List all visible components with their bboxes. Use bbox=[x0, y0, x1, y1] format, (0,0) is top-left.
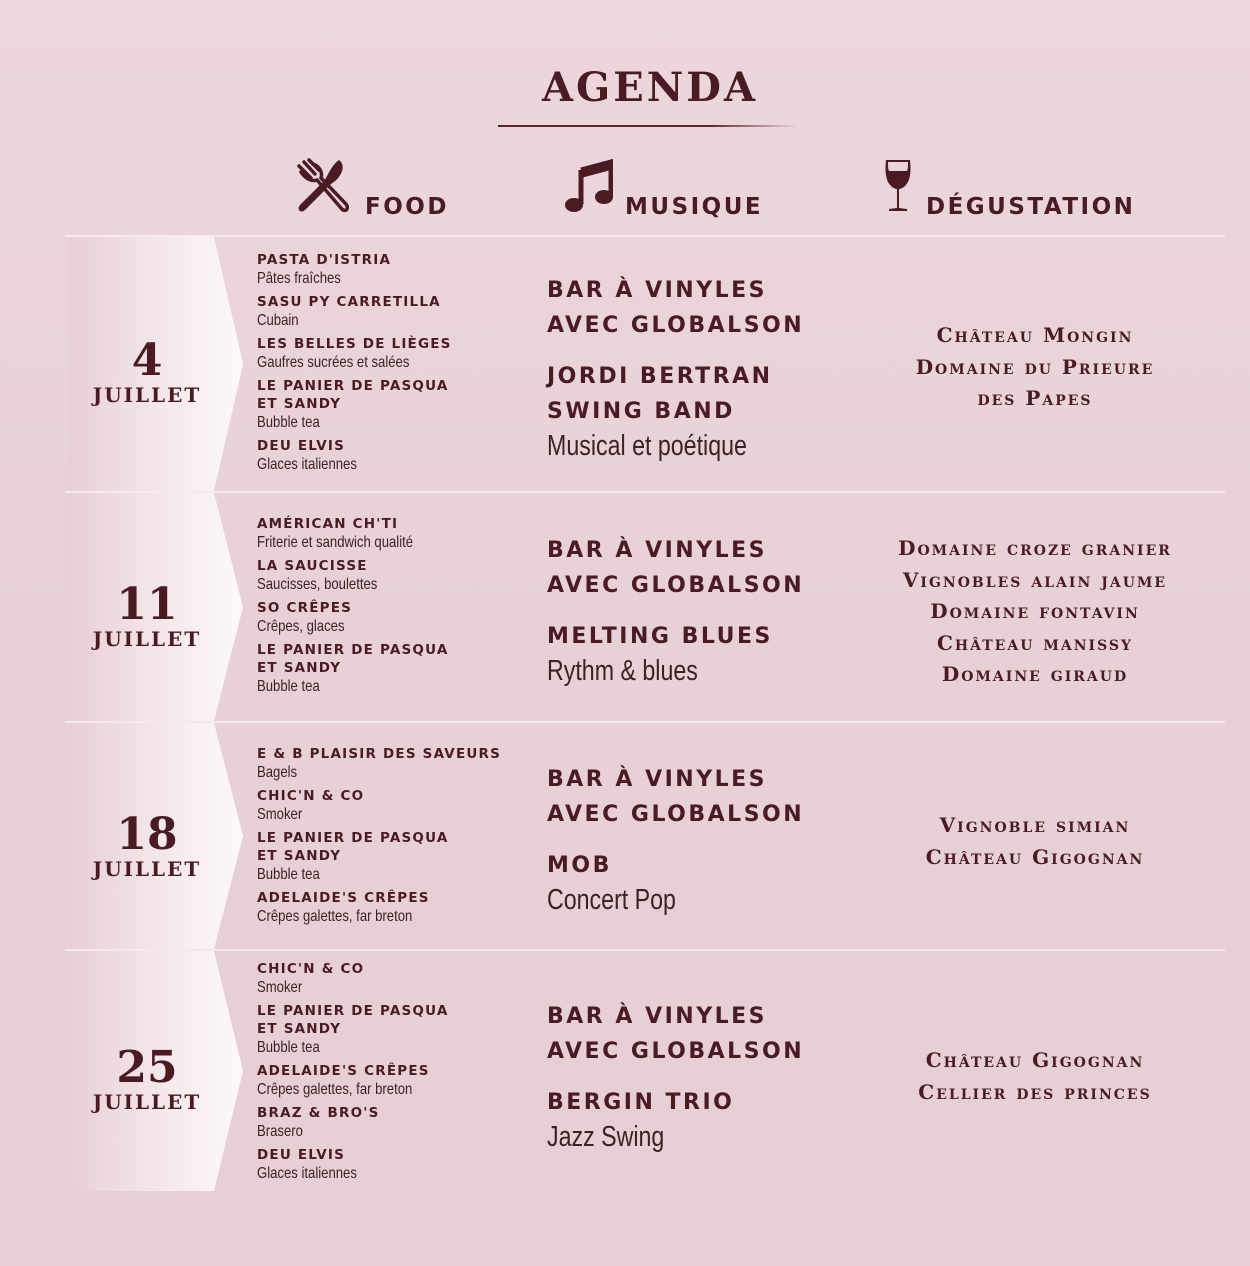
food-desc: Smoker bbox=[257, 979, 303, 996]
food-desc: Cubain bbox=[257, 312, 299, 329]
header-tasting bbox=[883, 150, 1183, 220]
food-list bbox=[257, 960, 449, 1188]
agenda-row bbox=[0, 237, 1250, 491]
date-day: 4 bbox=[131, 335, 163, 386]
date-month: JUILLET bbox=[92, 857, 202, 881]
tasting-list bbox=[855, 1045, 1215, 1108]
header-food-label: FOOD bbox=[365, 194, 449, 220]
food-desc: Bagels bbox=[257, 764, 298, 781]
tasting-list bbox=[855, 320, 1215, 415]
food-desc: Glaces italiennes bbox=[257, 1165, 357, 1182]
tasting-list bbox=[855, 810, 1215, 873]
winery: des Papes bbox=[977, 386, 1093, 410]
food-desc: Bubble tea bbox=[257, 414, 320, 431]
music-note-icon bbox=[565, 158, 613, 214]
food-vendor: LE PANIER DE PASQUA ET SANDY bbox=[257, 378, 449, 412]
food-vendor: AMÉRICAN CH'TI bbox=[257, 516, 399, 532]
date-day: 11 bbox=[116, 579, 178, 630]
food-desc: Pâtes fraîches bbox=[257, 270, 341, 287]
food-vendor: BRAZ & BRO'S bbox=[257, 1105, 380, 1121]
winery: Cellier des princes bbox=[918, 1079, 1152, 1104]
food-vendor: LA SAUCISSE bbox=[257, 558, 368, 574]
date-day: 18 bbox=[116, 809, 178, 860]
food-vendor: SO CRÊPES bbox=[257, 600, 353, 616]
food-vendor: E & B PLAISIR DES SAVEURS bbox=[257, 746, 502, 762]
music-act: JORDI BERTRAN bbox=[547, 364, 773, 389]
music-act: MELTING BLUES bbox=[547, 624, 773, 649]
food-vendor: DEU ELVIS bbox=[257, 438, 346, 454]
winery: Château Gigognan bbox=[925, 844, 1145, 869]
food-list bbox=[257, 515, 449, 701]
winery: Château manissy bbox=[937, 630, 1133, 655]
agenda-row bbox=[0, 723, 1250, 949]
page-title: AGENDA bbox=[542, 64, 758, 111]
food-desc: Bubble tea bbox=[257, 1039, 320, 1056]
food-vendor: ADELAIDE'S CRÊPES bbox=[257, 890, 430, 906]
agenda-row bbox=[0, 493, 1250, 721]
music-act: MOB bbox=[547, 853, 612, 878]
music-act: BERGIN TRIO bbox=[547, 1090, 735, 1115]
music-list bbox=[547, 999, 804, 1154]
music-act: AVEC GLOBALSON bbox=[547, 573, 805, 598]
date-month: JUILLET bbox=[92, 1090, 202, 1114]
fork-knife-icon bbox=[295, 158, 349, 214]
food-vendor: DEU ELVIS bbox=[257, 1147, 346, 1163]
music-list bbox=[547, 533, 804, 688]
header-tasting-label: DÉGUSTATION bbox=[926, 194, 1136, 220]
date-day: 25 bbox=[116, 1042, 178, 1093]
food-list bbox=[257, 251, 452, 479]
food-desc: Bubble tea bbox=[257, 866, 320, 883]
winery: Château Mongin bbox=[936, 323, 1134, 347]
food-vendor: LES BELLES DE LIÈGES bbox=[257, 336, 452, 352]
food-desc: Crêpes galettes, far breton bbox=[257, 908, 413, 925]
food-vendor: PASTA D'ISTRIA bbox=[257, 252, 392, 268]
music-act: SWING BAND bbox=[547, 399, 735, 424]
music-act: AVEC GLOBALSON bbox=[547, 802, 805, 827]
music-genre: Musical et poétique bbox=[547, 430, 747, 462]
music-act: BAR À VINYLES bbox=[547, 1004, 768, 1029]
music-act: AVEC GLOBALSON bbox=[547, 1039, 805, 1064]
winery: Château Gigognan bbox=[925, 1048, 1145, 1072]
agenda-row bbox=[0, 951, 1250, 1191]
music-act: BAR À VINYLES bbox=[547, 538, 768, 563]
food-vendor: LE PANIER DE PASQUA ET SANDY bbox=[257, 642, 449, 676]
music-list bbox=[547, 273, 804, 463]
date-month: JUILLET bbox=[92, 383, 202, 407]
food-vendor: CHIC'N & CO bbox=[257, 788, 365, 804]
food-desc: Glaces italiennes bbox=[257, 456, 357, 473]
food-vendor: LE PANIER DE PASQUA ET SANDY bbox=[257, 1003, 449, 1037]
food-vendor: LE PANIER DE PASQUA ET SANDY bbox=[257, 830, 449, 864]
music-act: AVEC GLOBALSON bbox=[547, 313, 805, 338]
header-food bbox=[295, 150, 535, 220]
music-act: BAR À VINYLES bbox=[547, 278, 768, 303]
music-list bbox=[547, 762, 804, 917]
food-desc: Crêpes, glaces bbox=[257, 618, 345, 635]
tasting-list bbox=[855, 533, 1215, 691]
music-act: BAR À VINYLES bbox=[547, 767, 768, 792]
winery: Vignoble simian bbox=[939, 813, 1131, 837]
food-desc: Smoker bbox=[257, 806, 303, 823]
winery: Domaine giraud bbox=[941, 662, 1129, 686]
food-vendor: SASU PY CARRETILLA bbox=[257, 294, 441, 310]
food-desc: Bubble tea bbox=[257, 678, 320, 695]
food-desc: Crêpes galettes, far breton bbox=[257, 1081, 413, 1098]
date-month: JUILLET bbox=[92, 627, 202, 651]
music-genre: Concert Pop bbox=[547, 884, 676, 916]
header-music bbox=[565, 150, 805, 220]
food-desc: Gaufres sucrées et salées bbox=[257, 354, 410, 371]
food-desc: Saucisses, boulettes bbox=[257, 576, 378, 593]
header-music-label: MUSIQUE bbox=[625, 194, 764, 220]
winery: Domaine fontavin bbox=[930, 599, 1140, 623]
food-list bbox=[257, 745, 501, 931]
food-desc: Friterie et sandwich qualité bbox=[257, 534, 414, 551]
winery: Vignobles alain jaume bbox=[902, 567, 1168, 592]
winery: Domaine croze granier bbox=[898, 536, 1172, 560]
winery: Domaine du Prieure bbox=[915, 354, 1155, 379]
title-underline bbox=[498, 125, 798, 127]
food-vendor: CHIC'N & CO bbox=[257, 961, 365, 977]
food-vendor: ADELAIDE'S CRÊPES bbox=[257, 1063, 430, 1079]
music-genre: Rythm & blues bbox=[547, 655, 698, 687]
food-desc: Brasero bbox=[257, 1123, 303, 1140]
wine-glass-icon bbox=[883, 158, 913, 214]
music-genre: Jazz Swing bbox=[547, 1121, 665, 1153]
